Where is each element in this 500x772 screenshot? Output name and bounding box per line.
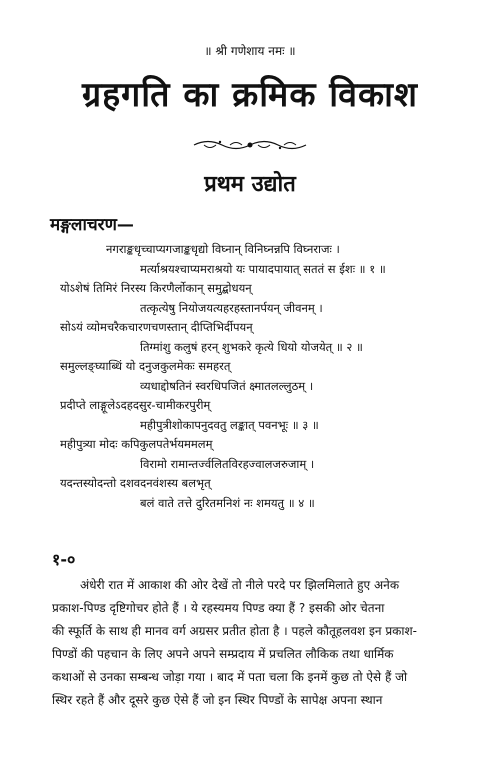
verse-line: महीपुत्र्या मोदः कपिकुलपतेर्भयममलम्	[60, 437, 213, 451]
paragraph-line: पिण्डों की पहचान के लिए अपने अपने सम्प्रदाय में प्रचलित लौकिक तथा धार्मिक	[52, 647, 394, 661]
verse-line: योऽशेषं तिमिरं निरस्य किरणैर्लोकान् समुद्बोधयन्	[60, 281, 252, 295]
verse-line: मर्त्याश्रयश्चाप्यमराश्रयो यः पायादपायात् सततं स ईशः ॥ १ ॥	[140, 261, 386, 276]
verse-line: नगराङ्कधृच्चाप्यगजाङ्कधृद्यो विघ्नान् विनिघ्नन्नपि विघ्नराजः ।	[106, 242, 340, 256]
verse-line: व्यधाद्दोषतिनं स्वरधिपजितं क्ष्मातलल्लुठम् ।	[140, 378, 314, 393]
paragraph-line: प्रकाश-पिण्ड दृष्टिगोचर होते हैं । ये रहस्यमय पिण्ड क्या हैं ? इसकी ओर चेतना	[52, 601, 385, 615]
chapter-heading: प्रथम उद्योत	[204, 172, 296, 197]
paragraph-line: की स्फूर्ति के साथ ही मानव वर्ग अग्रसर प्रतीत होता है । पहले कौतूहलवश इन प्रकाश-	[52, 624, 417, 638]
verse-line: प्रदीप्ते लाङ्गूलेऽदहदसुर-चामीकरपुरीम्	[60, 398, 211, 412]
verse-line: तत्कृत्येषु नियोजयत्यहरहस्तानर्पयन् जीवनम् ।	[140, 300, 323, 315]
verse-line: महीपुत्रीशोकापनुदवतु लङ्कात् पवनभूः ॥ ३ ॥	[140, 417, 319, 432]
section-heading: मङ्गलाचरण—	[50, 215, 134, 235]
invocation-line: ॥ श्री गणेशाय नमः ॥	[204, 44, 296, 58]
section-number: १-०	[52, 550, 76, 569]
paragraph-line: स्थिर रहते हैं और दूसरे कुछ ऐसे हैं जो इन स्थिर पिण्डों के सापेक्ष अपना स्थान	[52, 693, 383, 707]
verse-line: तिग्मांशु कलुषं हरन् शुभकरे कृत्ये धियो योजयेत् ॥ २ ॥	[140, 339, 363, 354]
page-title: ग्रहगति का क्रमिक विकाश	[81, 75, 419, 115]
verse-block	[60, 240, 480, 513]
verse-line: विरामो रामान्तर्ज्वलितविरहज्वालजरुजाम् ।	[140, 456, 315, 471]
verse-line: सोऽयं व्योमचरैकचारणचणस्तान् दीप्तिभिर्दीपयन्	[60, 320, 253, 334]
verse-line: बलं वाते तत्ते दुरितमनिशं नः शमयतु ॥ ४ ॥	[140, 495, 315, 510]
body-paragraph	[52, 574, 482, 712]
paragraph-line: अंधेरी रात में आकाश की ओर देखें तो नीले परदे पर झिलमिलाते हुए अनेक	[80, 578, 400, 592]
ornament-divider	[190, 136, 310, 154]
verse-line: यदन्तस्योदन्तो दशवदनवंशस्य बलभृत्	[60, 476, 211, 490]
verse-line: समुल्लङ्घ्याब्धिं यो दनुजकुलमेकः समहरत्	[60, 359, 231, 373]
paragraph-line: कथाओं से उनका सम्बन्ध जोड़ा गया । बाद में पता चला कि इनमें कुछ तो ऐसे हैं जो	[52, 670, 408, 684]
